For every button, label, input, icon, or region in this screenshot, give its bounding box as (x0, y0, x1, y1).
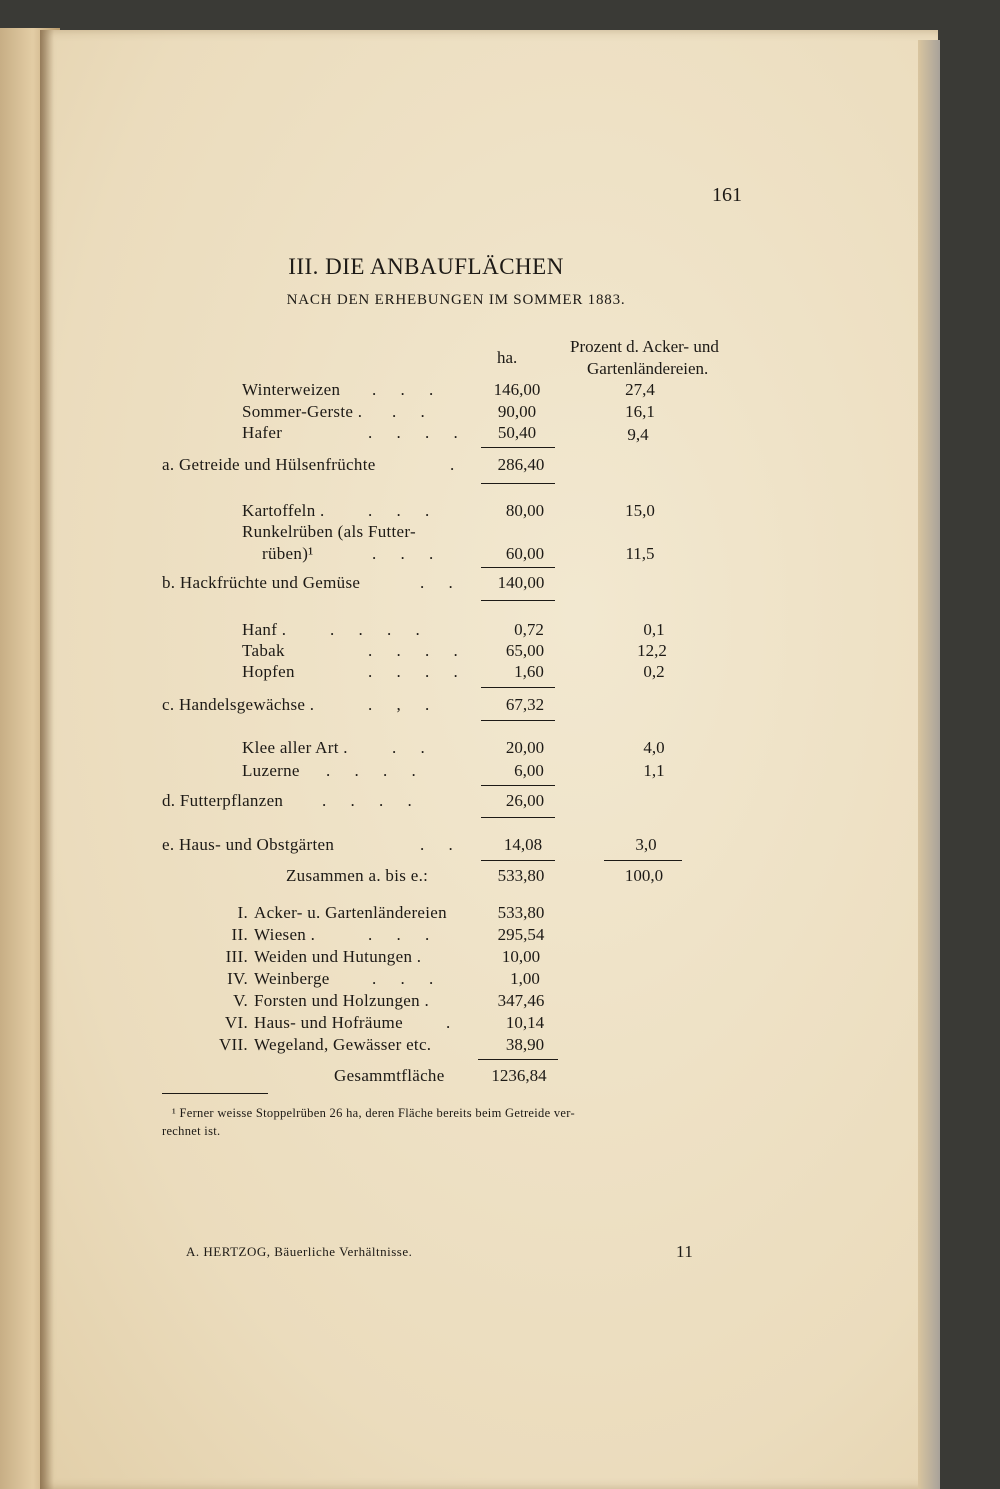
row-label: Kartoffeln . (242, 501, 325, 520)
row-ha: 286,40 (497, 455, 545, 474)
column-header-percent-line1: Prozent d. Acker- und (570, 337, 719, 356)
summary-label: Wiesen . (254, 925, 316, 944)
row-ha: 146,00 (493, 380, 541, 399)
row-dots: . . . . (330, 620, 430, 639)
summary-numeral: V. (233, 991, 248, 1010)
row-dots: . . (392, 402, 435, 421)
column-header-ha: ha. (497, 348, 518, 367)
row-dots: . . . (372, 544, 444, 563)
row-percent: 100,0 (624, 866, 664, 885)
summary-numeral: IV. (227, 969, 248, 988)
total-ha: 1236,84 (491, 1066, 547, 1085)
summary-label: Forsten und Holzungen . (254, 991, 429, 1010)
book-page (40, 30, 938, 1489)
row-percent: 11,5 (625, 544, 655, 563)
summary-numeral: III. (225, 947, 248, 966)
row-ha: 6,00 (514, 761, 544, 780)
summary-label: Acker- u. Gartenländereien (254, 903, 447, 922)
summary-numeral: VII. (218, 1035, 248, 1054)
row-dots: . (450, 455, 465, 474)
row-label: Winterweizen (242, 380, 341, 399)
row-label: Klee aller Art . (242, 738, 348, 757)
total-label: Gesammtfläche (334, 1066, 445, 1085)
row-ha: 533,80 (497, 866, 545, 885)
row-label: b. Hackfrüchte und Gemüse (162, 573, 361, 592)
spine-shadow (40, 30, 54, 1489)
row-percent: 0,2 (643, 662, 665, 681)
sum-rule (481, 785, 555, 786)
summary-label: Haus- und Hofräume (254, 1013, 403, 1032)
row-dots: . . . (368, 501, 440, 520)
sum-rule (481, 447, 555, 448)
summary-numeral: VI. (224, 1013, 248, 1032)
sum-rule (481, 567, 555, 568)
summary-numeral: II. (231, 925, 248, 944)
sum-rule (481, 720, 555, 721)
summary-ha: 1,00 (510, 969, 540, 988)
page-edge (918, 40, 940, 1489)
summary-ha: 10,00 (501, 947, 541, 966)
summary-ha: 295,54 (497, 925, 545, 944)
row-percent: 9,4 (627, 425, 649, 444)
row-ha: 14,08 (503, 835, 543, 854)
row-dots: . . . (372, 380, 444, 399)
row-label: a. Getreide und Hülsenfrüchte (162, 455, 376, 474)
sum-rule (478, 1059, 558, 1060)
summary-numeral: I. (237, 903, 248, 922)
row-ha: 50,40 (497, 423, 537, 442)
row-percent: 27,4 (625, 380, 655, 399)
row-label: Runkelrüben (als Futter- (242, 522, 416, 541)
row-label: d. Futterpflanzen (162, 791, 284, 810)
row-ha: 80,00 (505, 501, 545, 520)
summary-ha: 10,14 (505, 1013, 545, 1032)
summary-label: Weiden und Hutungen . (254, 947, 422, 966)
row-ha: 20,00 (505, 738, 545, 757)
row-ha: 65,00 (505, 641, 545, 660)
summary-dots: . . . (372, 969, 444, 988)
row-label: e. Haus- und Obstgärten (162, 835, 335, 854)
row-label: Hanf . (242, 620, 287, 639)
row-ha: 60,00 (505, 544, 545, 563)
page-number: 161 (712, 184, 742, 206)
row-dots: . . (420, 835, 463, 854)
row-dots: . . . . (322, 791, 422, 810)
footnote-line2: rechnet ist. (162, 1124, 221, 1138)
summary-ha: 533,80 (497, 903, 545, 922)
row-dots: . . . . (326, 761, 426, 780)
row-ha: 26,00 (505, 791, 545, 810)
row-percent: 15,0 (625, 501, 655, 520)
summary-ha: 347,46 (497, 991, 545, 1010)
row-label: Sommer-Gerste . (242, 402, 363, 421)
page-title: III. DIE ANBAUFLÄCHEN (288, 254, 564, 279)
row-label: rüben)¹ (262, 544, 314, 563)
row-ha: 67,32 (505, 695, 545, 714)
footnote-line1: ¹ Ferner weisse Stoppelrüben 26 ha, deren Fläche bereits beim Getreide ver- (172, 1106, 575, 1120)
footer-author: A. HERTZOG, Bäuerliche Verhältnisse. (186, 1244, 413, 1259)
row-ha: 90,00 (497, 402, 537, 421)
row-dots: . . . . (368, 641, 468, 660)
row-ha: 1,60 (514, 662, 544, 681)
summary-ha: 38,90 (505, 1035, 545, 1054)
summary-label: Weinberge (254, 969, 330, 988)
row-label: Luzerne (242, 761, 300, 780)
row-dots: . . . . (368, 662, 468, 681)
footer-signature: 11 (676, 1242, 694, 1261)
row-percent: 0,1 (643, 620, 665, 639)
page-subtitle: NACH DEN ERHEBUNGEN IM SOMMER 1883. (286, 292, 626, 308)
row-percent: 16,1 (625, 402, 655, 421)
row-label: Tabak (242, 641, 285, 660)
row-percent: 1,1 (643, 761, 665, 780)
row-dots: . . . . (368, 423, 468, 442)
row-ha: 140,00 (497, 573, 545, 592)
row-dots: . . (392, 738, 435, 757)
sum-rule (481, 687, 555, 688)
footnote-rule (162, 1093, 268, 1094)
row-dots: . , . (368, 695, 440, 714)
summary-label: Wegeland, Gewässer etc. (254, 1035, 432, 1054)
row-label: c. Handelsgewächse . (162, 695, 315, 714)
column-header-percent-line2: Gartenländereien. (587, 359, 709, 378)
row-ha: 0,72 (514, 620, 544, 639)
row-dots: . . (420, 573, 463, 592)
row-percent: 4,0 (643, 738, 665, 757)
sum-rule (481, 600, 555, 601)
row-label: Hopfen (242, 662, 295, 681)
sum-rule (481, 817, 555, 818)
row-percent: 12,2 (637, 641, 667, 660)
sum-rule (481, 483, 555, 484)
sum-rule (481, 860, 555, 861)
row-label: Zusammen a. bis e.: (286, 866, 429, 885)
sum-rule (604, 860, 682, 861)
row-percent: 3,0 (635, 835, 657, 854)
summary-dots: . (446, 1013, 461, 1032)
row-label: Hafer (242, 423, 283, 442)
summary-dots: . . . (368, 925, 440, 944)
